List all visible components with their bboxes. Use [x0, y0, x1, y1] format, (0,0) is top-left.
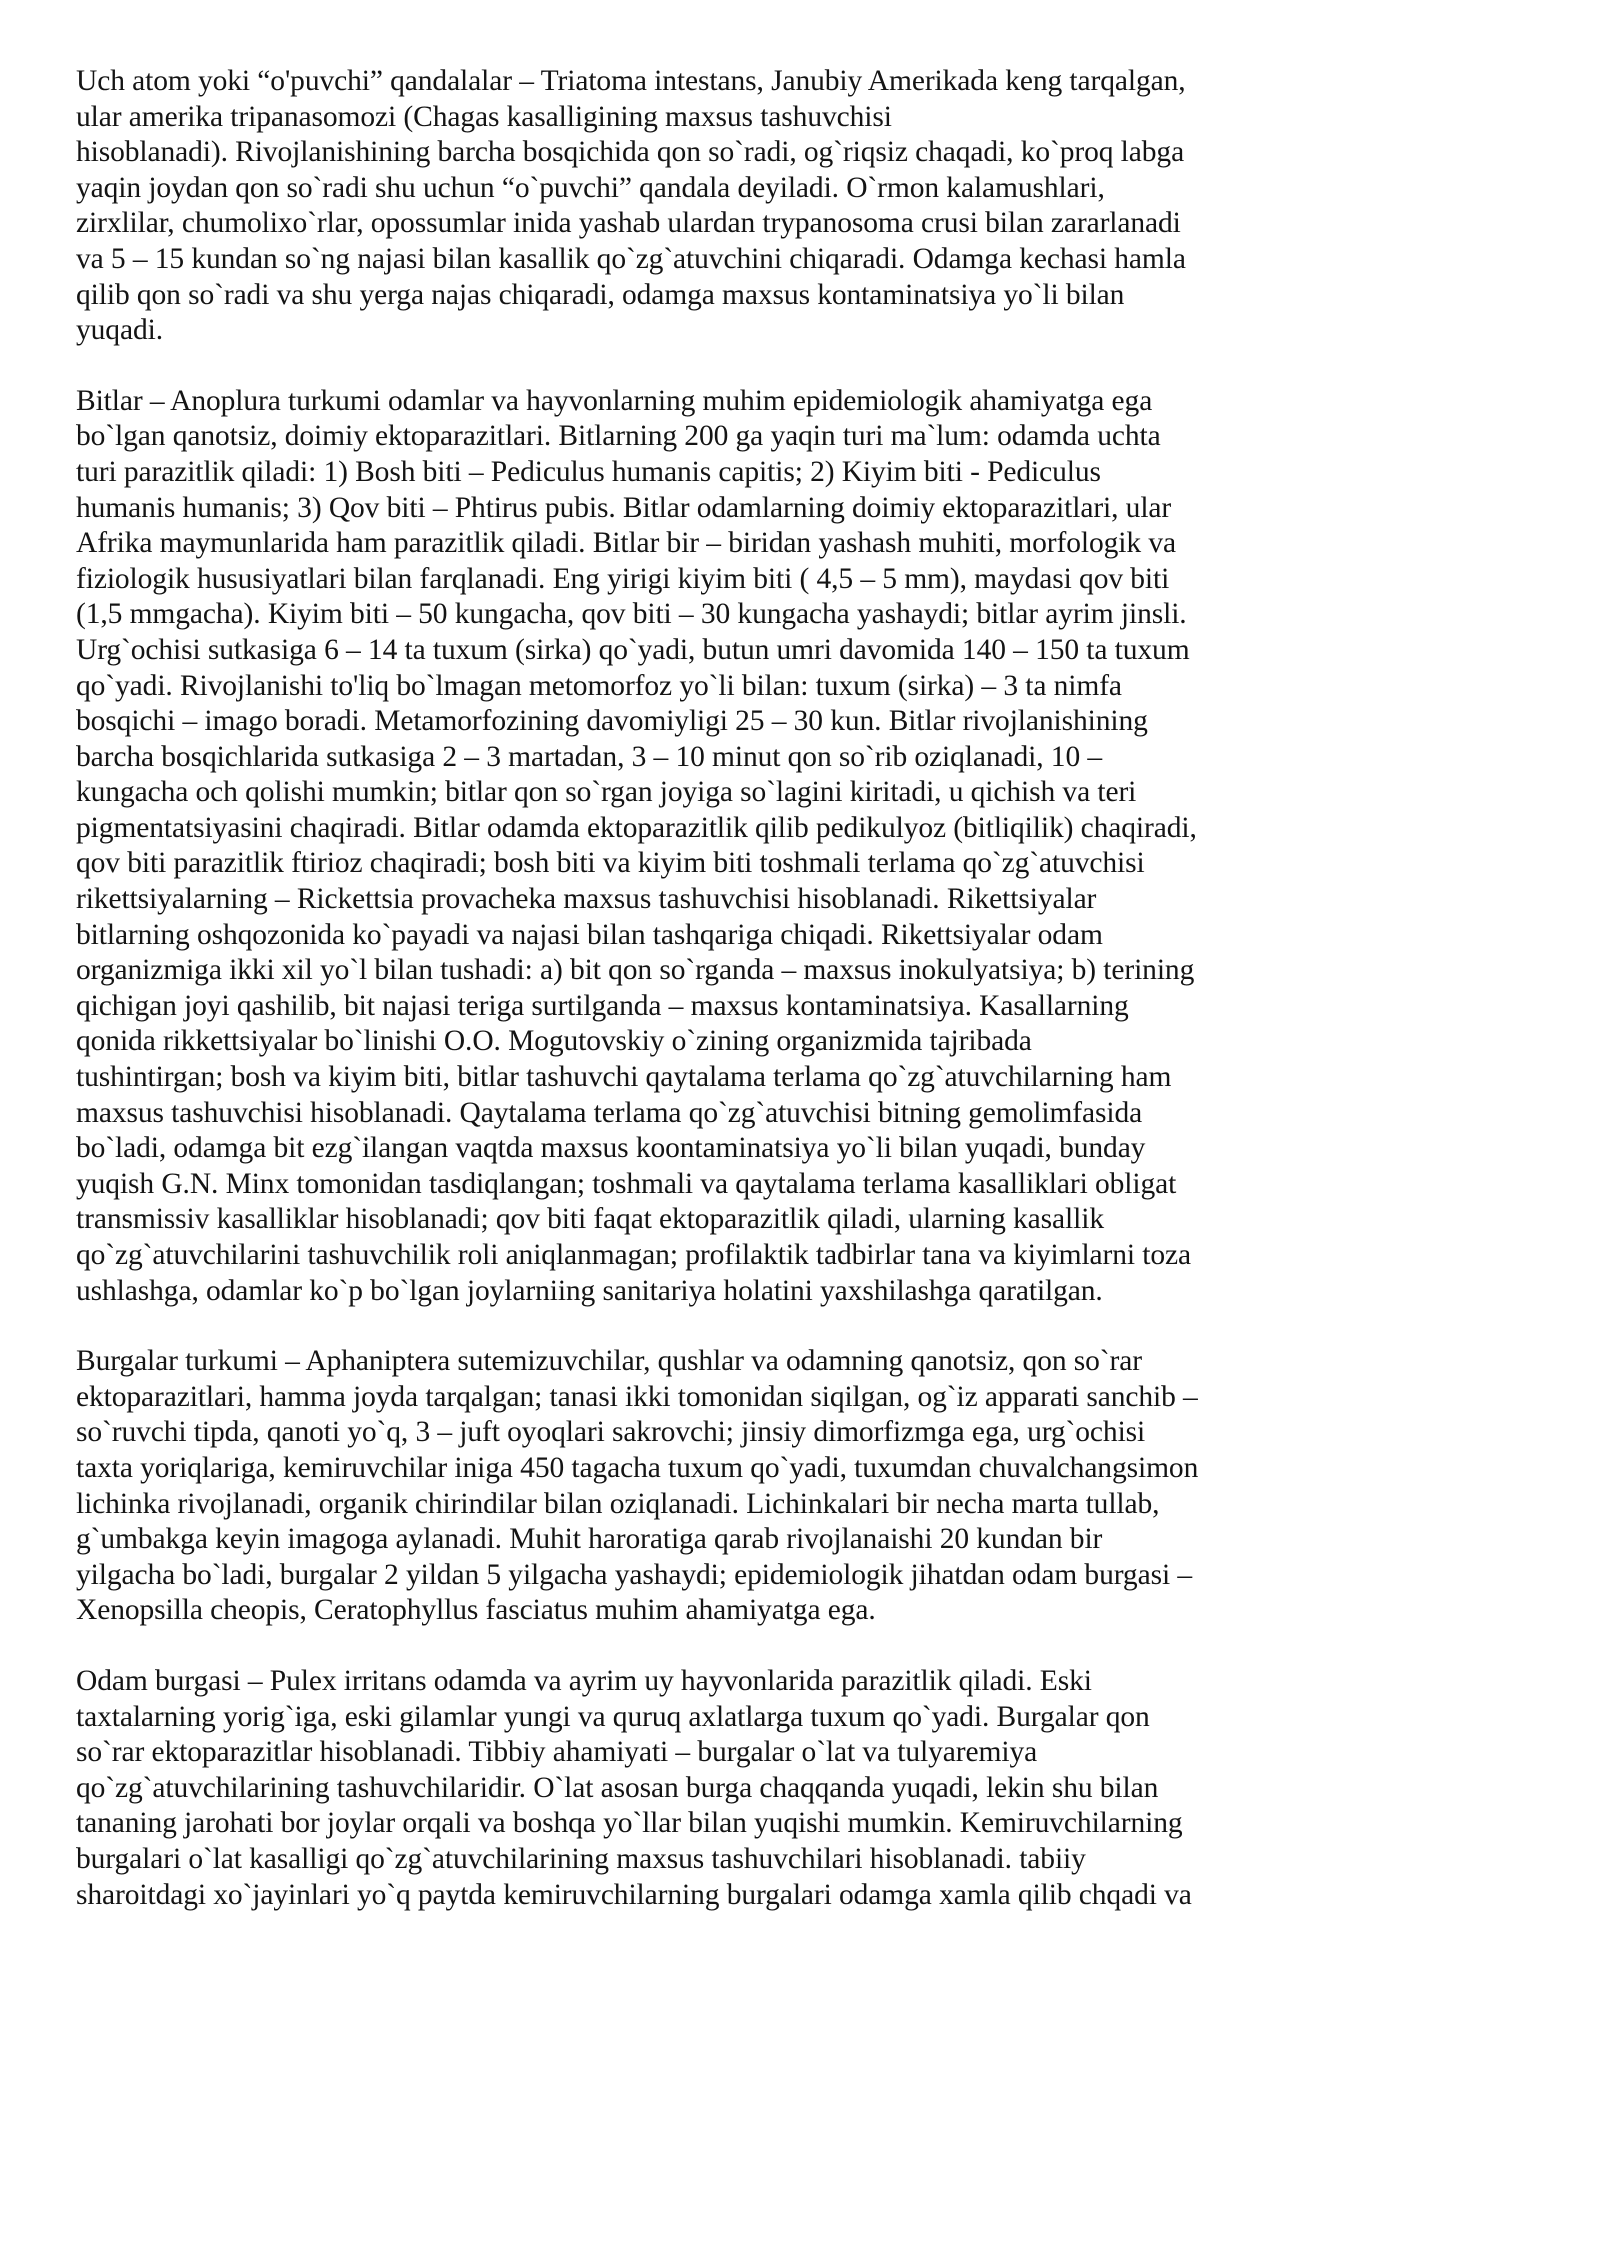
text-line: taxtalarning yorig`iga, eski gilamlar yungi va quruq axlatlarga tuxum qo`yadi. Burgalar qon	[76, 1700, 1150, 1733]
text-line: fiziologik hususiyatlari bilan farqlanadi. Eng yirigi kiyim biti ( 4,5 – 5 mm), maydasi qov biti	[76, 562, 1170, 595]
text-line: qo`yadi. Rivojlanishi to'liq bo`lmagan metomorfoz yo`li bilan: tuxum (sirka) – 3 ta nimfa	[76, 669, 1122, 702]
text-line: kungacha och qolishi mumkin; bitlar qon so`rgan joyiga so`lagini kiritadi, u qichish va teri	[76, 776, 1137, 809]
text-line: transmissiv kasalliklar hisoblanadi; qov biti faqat ektoparazitlik qiladi, ularning kasallik	[76, 1203, 1104, 1236]
text-line: lichinka rivojlanadi, organik chirindilar bilan oziqlanadi. Lichinkalari bir necha marta tullab,	[76, 1487, 1160, 1520]
paragraph	[76, 1344, 1524, 1629]
text-line: yilgacha bo`ladi, burgalar 2 yildan 5 yilgacha yashaydi; epidemiologik jihatdan odam burgasi –	[76, 1558, 1192, 1591]
text-line: (1,5 mmgacha). Kiyim biti – 50 kungacha, qov biti – 30 kungacha yashaydi; bitlar ayrim jinsli.	[76, 598, 1187, 631]
paragraph	[76, 64, 1524, 349]
text-line: tananing jarohati bor joylar orqali va boshqa yo`llar bilan yuqishi mumkin. Kemiruvchilarning	[76, 1807, 1183, 1840]
text-line: Xenopsilla cheopis, Ceratophyllus fasciatus muhim ahamiyatga ega.	[76, 1594, 876, 1627]
text-line: yuqadi.	[76, 314, 163, 347]
paragraph	[76, 1664, 1524, 1913]
text-line: Uch atom yoki “o'puvchi” qandalalar – Triatoma intestans, Janubiy Amerikada keng tarqalgan,	[76, 65, 1186, 97]
document-body	[76, 64, 1524, 1913]
text-line: taxta yoriqlariga, kemiruvchilar iniga 450 tagacha tuxum qo`yadi, tuxumdan chuvalchangsimon	[76, 1451, 1199, 1484]
text-line: Odam burgasi – Pulex irritans odamda va ayrim uy hayvonlarida parazitlik qiladi. Eski	[76, 1664, 1092, 1697]
text-line: pigmentatsiyasini chaqiradi. Bitlar odamda ektoparazitlik qilib pedikulyoz (bitliqilik) chaqiradi,	[76, 811, 1197, 844]
text-line: rikettsiyalarning – Rickettsia provacheka maxsus tashuvchisi hisoblanadi. Rikettsiyalar	[76, 883, 1097, 916]
text-line: hisoblanadi). Rivojlanishining barcha bosqichida qon so`radi, og`riqsiz chaqadi, ko`proq labga	[76, 136, 1185, 169]
text-line: va 5 – 15 kundan so`ng najasi bilan kasallik qo`zg`atuvchini chiqaradi. Odamga kechasi hamla	[76, 242, 1186, 275]
text-line: qilib qon so`radi va shu yerga najas chiqaradi, odamga maxsus kontaminatsiya yo`li bilan	[76, 278, 1125, 311]
text-line: so`ruvchi tipda, qanoti yo`q, 3 – juft oyoqlari sakrovchi; jinsiy dimorfizmga ega, urg`ochisi	[76, 1416, 1146, 1449]
text-line: yuqish G.N. Minx tomonidan tasdiqlangan; toshmali va qaytalama terlama kasalliklari obligat	[76, 1167, 1177, 1200]
text-line: maxsus tashuvchisi hisoblanadi. Qaytalama terlama qo`zg`atuvchisi bitning gemolimfasida	[76, 1096, 1143, 1129]
text-line: qov biti parazitlik ftirioz chaqiradi; bosh biti va kiyim biti toshmali terlama qo`zg`atuvchisi	[76, 847, 1145, 880]
text-line: Urg`ochisi sutkasiga 6 – 14 ta tuxum (sirka) qo`yadi, butun umri davomida 140 – 150 ta tuxum	[76, 633, 1190, 666]
text-line: qichigan joyi qashilib, bit najasi teriga surtilganda – maxsus kontaminatsiya. Kasallarning	[76, 989, 1129, 1022]
text-line: ular amerika tripanasomozi (Chagas kasalligining maxsus tashuvchisi	[76, 100, 892, 133]
text-line: g`umbakga keyin imagoga aylanadi. Muhit haroratiga qarab rivojlanaishi 20 kundan bir	[76, 1523, 1103, 1556]
text-line: qonida rikkettsiyalar bo`linishi O.O. Mogutovskiy o`zining organizmida tajribada	[76, 1025, 1032, 1058]
text-line: bosqichi – imago boradi. Metamorfozining davomiyligi 25 – 30 kun. Bitlar rivojlanishining	[76, 705, 1148, 738]
text-line: qo`zg`atuvchilarining tashuvchilaridir. O`lat asosan burga chaqqanda yuqadi, lekin shu bilan	[76, 1771, 1159, 1804]
text-line: turi parazitlik qiladi: 1) Bosh biti – Pediculus humanis capitis; 2) Kiyim biti - Pediculus	[76, 455, 1101, 488]
text-line: bo`ladi, odamga bit ezg`ilangan vaqtda maxsus koontaminatsiya yo`li bilan yuqadi, bunday	[76, 1132, 1146, 1165]
text-line: humanis humanis; 3) Qov biti – Phtirus pubis. Bitlar odamlarning doimiy ektoparazitlari, ular	[76, 491, 1172, 524]
text-line: so`rar ektoparazitlar hisoblanadi. Tibbiy ahamiyati – burgalar o`lat va tulyaremiya	[76, 1736, 1038, 1769]
text-line: Afrika maymunlarida ham parazitlik qiladi. Bitlar bir – biridan yashash muhiti, morfologik va	[76, 527, 1176, 560]
paragraph	[76, 384, 1524, 1309]
text-line: tushintirgan; bosh va kiyim biti, bitlar tashuvchi qaytalama terlama qo`zg`atuvchilarning ham	[76, 1061, 1172, 1094]
text-line: bitlarning oshqozonida ko`payadi va najasi bilan tashqariga chiqadi. Rikettsiyalar odam	[76, 918, 1103, 951]
text-line: Bitlar – Anoplura turkumi odamlar va hayvonlarning muhim epidemiologik ahamiyatga ega	[76, 384, 1153, 417]
text-line: burgalari o`lat kasalligi qo`zg`atuvchilarining maxsus tashuvchilari hisoblanadi. tabiiy	[76, 1842, 1086, 1875]
text-line: Burgalar turkumi – Aphaniptera sutemizuvchilar, qushlar va odamning qanotsiz, qon so`rar	[76, 1345, 1142, 1378]
text-line: barcha bosqichlarida sutkasiga 2 – 3 martadan, 3 – 10 minut qon so`rib oziqlanadi, 10 –	[76, 740, 1103, 773]
text-line: yaqin joydan qon so`radi shu uchun “o`puvchi” qandala deyiladi. O`rmon kalamushlari,	[76, 171, 1105, 204]
text-line: sharoitdagi xo`jayinlari yo`q paytda kemiruvchilarning burgalari odamga xamla qilib chqadi va	[76, 1878, 1192, 1911]
text-line: organizmiga ikki xil yo`l bilan tushadi: a) bit qon so`rganda – maxsus inokulyatsiya; b) terining	[76, 954, 1195, 987]
text-line: ektoparazitlari, hamma joyda tarqalgan; tanasi ikki tomonidan siqilgan, og`iz apparati sanchib –	[76, 1380, 1198, 1413]
text-line: zirxlilar, chumolixo`rlar, opossumlar inida yashab ulardan trypanosoma crusi bilan zararlanadi	[76, 207, 1181, 240]
text-line: ushlashga, odamlar ko`p bo`lgan joylarniing sanitariya holatini yaxshilashga qaratilgan.	[76, 1274, 1103, 1307]
text-line: bo`lgan qanotsiz, doimiy ektoparazitlari. Bitlarning 200 ga yaqin turi ma`lum: odamda uchta	[76, 420, 1161, 453]
text-line: qo`zg`atuvchilarini tashuvchilik roli aniqlanmagan; profilaktik tadbirlar tana va kiyimlarni toza	[76, 1239, 1192, 1271]
